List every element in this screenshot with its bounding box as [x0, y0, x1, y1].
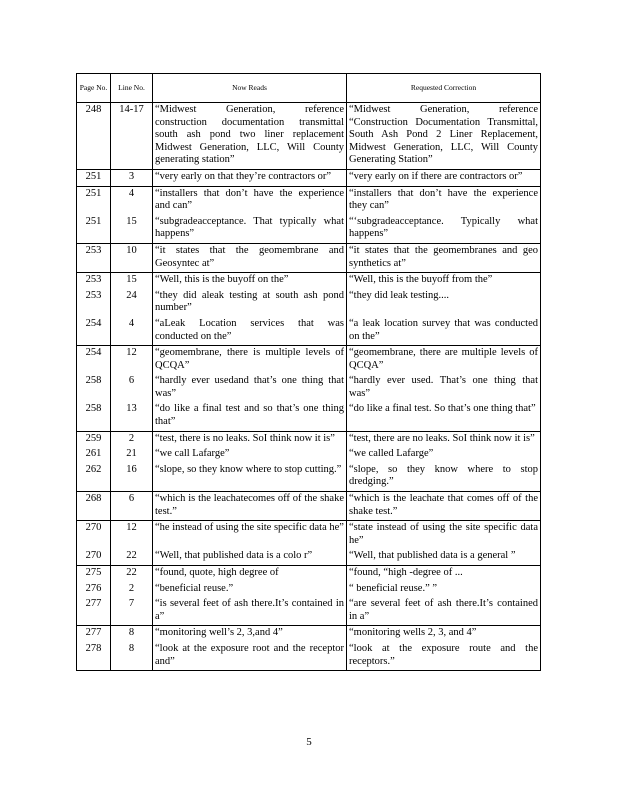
cell-requested-correction: “are several feet of ash there.It’s contained in a”: [347, 597, 541, 626]
cell-requested-correction: “Midwest Generation, reference “Construction Documentation Transmittal, South Ash Pond 2 Liner Replacement, Midwest Generation, LLC, Will County Generating Station”: [347, 103, 541, 170]
cell-requested-correction: “slope, so they know where to stop dredging.”: [347, 463, 541, 492]
table-row: [77, 346, 541, 375]
cell-line: 22: [111, 566, 153, 582]
cell-page: 254: [77, 346, 111, 375]
cell-page: 253: [77, 273, 111, 289]
cell-now-reads: “slope, so they know where to stop cutting.”: [153, 463, 347, 492]
cell-line: 12: [111, 346, 153, 375]
cell-line: 7: [111, 597, 153, 626]
cell-line: 24: [111, 289, 153, 317]
header-now-reads: Now Reads: [153, 74, 347, 103]
cell-requested-correction: “installers that don’t have the experience they can”: [347, 186, 541, 215]
cell-requested-correction: “do like a final test. So that’s one thing that”: [347, 402, 541, 431]
cell-line: 8: [111, 626, 153, 642]
table-row: [77, 103, 541, 170]
table-row: [77, 549, 541, 565]
cell-now-reads: “test, there is no leaks. SoI think now it is”: [153, 431, 347, 447]
cell-now-reads: “installers that don’t have the experience and can”: [153, 186, 347, 215]
cell-line: 3: [111, 169, 153, 186]
cell-page: 254: [77, 317, 111, 346]
cell-now-reads: “monitoring well’s 2, 3,and 4”: [153, 626, 347, 642]
cell-requested-correction: “Well, this is the buyoff from the”: [347, 273, 541, 289]
cell-now-reads: “hardly ever usedand that’s one thing that was”: [153, 374, 347, 402]
cell-now-reads: “beneficial reuse.”: [153, 582, 347, 598]
table-row: [77, 642, 541, 671]
cell-line: 21: [111, 447, 153, 463]
cell-requested-correction: “found, “high -degree of ...: [347, 566, 541, 582]
cell-page: 253: [77, 243, 111, 272]
cell-page: 251: [77, 186, 111, 215]
cell-line: 12: [111, 521, 153, 550]
cell-requested-correction: “they did leak testing....: [347, 289, 541, 317]
cell-page: 277: [77, 597, 111, 626]
cell-line: 22: [111, 549, 153, 565]
table-row: [77, 463, 541, 492]
cell-line: 15: [111, 273, 153, 289]
cell-line: 6: [111, 374, 153, 402]
cell-now-reads: “we call Lafarge”: [153, 447, 347, 463]
table-row: [77, 289, 541, 317]
cell-now-reads: “he instead of using the site specific data he”: [153, 521, 347, 550]
page-number: 5: [306, 736, 312, 748]
cell-page: 262: [77, 463, 111, 492]
cell-requested-correction: “it states that the geomembranes and geo synthetics at”: [347, 243, 541, 272]
table-row: [77, 317, 541, 346]
errata-table: [76, 73, 541, 671]
cell-requested-correction: “‘subgradeacceptance. Typically what happens”: [347, 215, 541, 244]
cell-line: 15: [111, 215, 153, 244]
cell-requested-correction: “state instead of using the site specific data he”: [347, 521, 541, 550]
cell-page: 270: [77, 549, 111, 565]
table-row: [77, 492, 541, 521]
cell-page: 258: [77, 402, 111, 431]
cell-now-reads: “is several feet of ash there.It’s contained in a”: [153, 597, 347, 626]
errata-sheet: [76, 73, 540, 671]
cell-page: 251: [77, 169, 111, 186]
table-row: [77, 447, 541, 463]
table-row: [77, 402, 541, 431]
cell-requested-correction: “monitoring wells 2, 3, and 4”: [347, 626, 541, 642]
cell-page: 268: [77, 492, 111, 521]
table-row: [77, 374, 541, 402]
header-requested-correction: Requested Correction: [347, 74, 541, 103]
cell-page: 278: [77, 642, 111, 671]
cell-page: 248: [77, 103, 111, 170]
cell-now-reads: “it states that the geomembrane and Geosyntec at”: [153, 243, 347, 272]
cell-requested-correction: “geomembrane, there are multiple levels of QCQA”: [347, 346, 541, 375]
cell-requested-correction: “Well, that published data is a general ”: [347, 549, 541, 565]
cell-page: 261: [77, 447, 111, 463]
table-row: [77, 431, 541, 447]
cell-now-reads: “geomembrane, there is multiple levels of QCQA”: [153, 346, 347, 375]
cell-now-reads: “they did aleak testing at south ash pond number”: [153, 289, 347, 317]
cell-line: 8: [111, 642, 153, 671]
cell-line: 6: [111, 492, 153, 521]
cell-page: 259: [77, 431, 111, 447]
cell-page: 253: [77, 289, 111, 317]
header-page: Page No.: [77, 74, 111, 103]
table-row: [77, 243, 541, 272]
cell-requested-correction: “a leak location survey that was conducted on the”: [347, 317, 541, 346]
cell-requested-correction: “ beneficial reuse.” ”: [347, 582, 541, 598]
table-row: [77, 273, 541, 289]
table-row: [77, 582, 541, 598]
cell-requested-correction: “look at the exposure route and the receptors.”: [347, 642, 541, 671]
table-row: [77, 566, 541, 582]
table-row: [77, 521, 541, 550]
cell-page: 276: [77, 582, 111, 598]
cell-line: 4: [111, 186, 153, 215]
cell-now-reads: “aLeak Location services that was conducted on the”: [153, 317, 347, 346]
cell-line: 2: [111, 582, 153, 598]
cell-now-reads: “look at the exposure root and the receptor and”: [153, 642, 347, 671]
cell-line: 4: [111, 317, 153, 346]
table-row: [77, 597, 541, 626]
header-line: Line No.: [111, 74, 153, 103]
cell-now-reads: “Well, this is the buyoff on the”: [153, 273, 347, 289]
cell-page: 277: [77, 626, 111, 642]
cell-now-reads: “subgradeacceptance. That typically what happens”: [153, 215, 347, 244]
cell-requested-correction: “we called Lafarge”: [347, 447, 541, 463]
cell-line: 14-17: [111, 103, 153, 170]
cell-line: 2: [111, 431, 153, 447]
cell-now-reads: “Midwest Generation, reference construction documentation transmittal south ash pond two liner replacement Midwest Generation, LLC, Will County generating station”: [153, 103, 347, 170]
table-row: [77, 186, 541, 215]
cell-requested-correction: “very early on if there are contractors or”: [347, 169, 541, 186]
cell-now-reads: “found, quote, high degree of: [153, 566, 347, 582]
cell-line: 13: [111, 402, 153, 431]
cell-now-reads: “very early on that they’re contractors or”: [153, 169, 347, 186]
cell-now-reads: “which is the leachatecomes off of the shake test.”: [153, 492, 347, 521]
cell-page: 258: [77, 374, 111, 402]
cell-line: 16: [111, 463, 153, 492]
cell-requested-correction: “test, there are no leaks. SoI think now it is”: [347, 431, 541, 447]
cell-page: 270: [77, 521, 111, 550]
cell-page: 275: [77, 566, 111, 582]
cell-line: 10: [111, 243, 153, 272]
cell-page: 251: [77, 215, 111, 244]
table-row: [77, 215, 541, 244]
cell-requested-correction: “hardly ever used. That’s one thing that was”: [347, 374, 541, 402]
table-row: [77, 626, 541, 642]
cell-now-reads: “do like a final test and so that’s one thing that”: [153, 402, 347, 431]
cell-now-reads: “Well, that published data is a colo r”: [153, 549, 347, 565]
cell-requested-correction: “which is the leachate that comes off of the shake test.”: [347, 492, 541, 521]
table-header-row: [77, 74, 541, 103]
table-row: [77, 169, 541, 186]
